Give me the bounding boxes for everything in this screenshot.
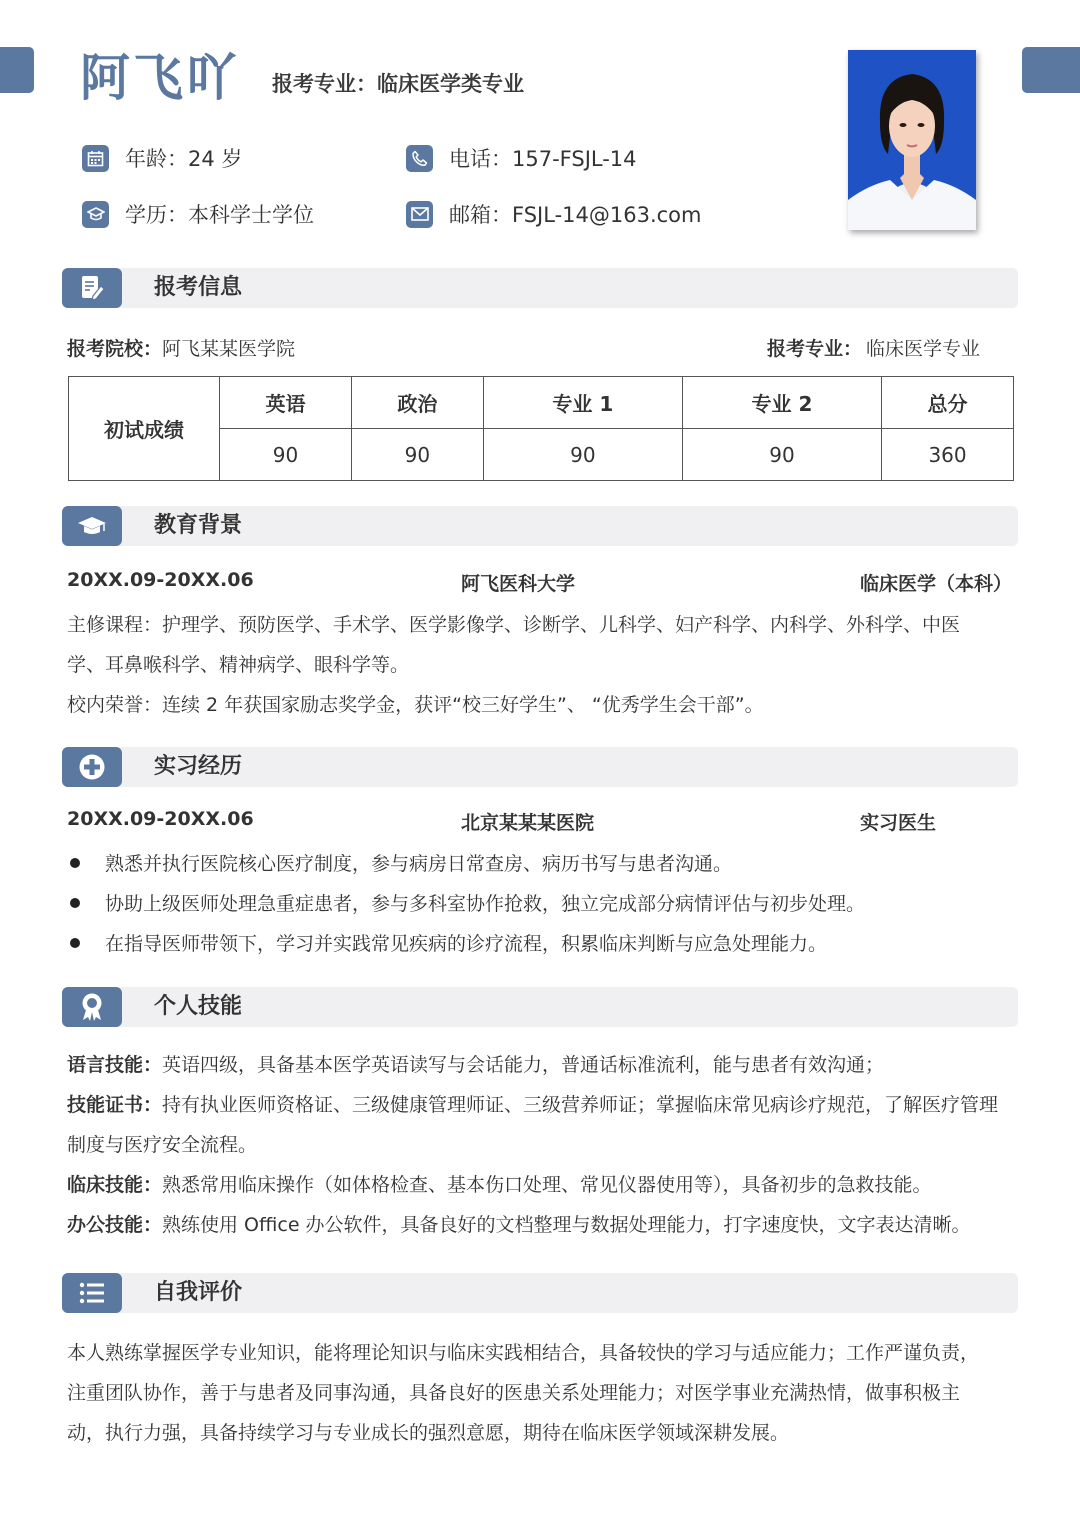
bullet-dot [70,938,80,948]
education-section-title: 教育背景 [154,513,243,538]
score-header-major2: 专业 2 [682,377,881,429]
intern-bullet-2 [67,889,865,916]
award-badge-icon [62,987,122,1027]
intern-bullet-1 [67,849,732,876]
edu-school: 阿飞医科大学 [461,573,576,595]
score-header-politics: 政治 [351,377,483,429]
phone-text: 电话：157-FSJL-14 [449,147,637,171]
intern-role: 实习医生 [860,812,937,834]
age-text: 年龄：24 岁 [125,147,243,171]
email-text: 邮箱：FSJL-14@163.com [449,203,702,227]
skill-clinical-label: 临床技能： [67,1174,163,1196]
edu-courses-line2: 学、耳鼻喉科学、精神病学、眼科学等。 [67,654,410,676]
internship-section-title: 实习经历 [154,754,243,779]
profile-photo [848,50,976,230]
exam-school-value: 阿飞某某医学院 [162,338,296,360]
phone-info [406,143,637,173]
bullet-dot [70,858,80,868]
skill-certificate-text: 持有执业医师资格证、三级健康管理师证、三级营养师证；掌握临床常见病诊疗规范，了解医疗管理 [162,1094,999,1116]
intern-bullet-text-3: 在指导医师带领下，学习并实践常见疾病的诊疗流程，积累临床判断与应急处理能力。 [105,933,828,955]
skill-certificate-cont: 制度与医疗安全流程。 [67,1134,258,1156]
edu-period: 20XX.09-20XX.06 [67,569,254,591]
score-header-total: 总分 [882,377,1014,429]
edu-courses-line1: 主修课程：护理学、预防医学、手术学、医学影像学、诊断学、儿科学、妇产科学、内科学、外科学、中医 [67,614,961,636]
score-value-english: 90 [220,429,352,481]
score-header-major1: 专业 1 [483,377,682,429]
candidate-name: 阿飞吖 [80,49,239,107]
skill-office-text: 熟练使用 Office 办公软件，具备良好的文档整理与数据处理能力，打字速度快，文字表达清晰。 [162,1214,971,1236]
email-info [406,199,701,229]
target-major: 报考专业：临床医学类专业 [272,72,524,96]
score-row-label: 初试成绩 [69,377,220,481]
graduation-cap-icon [82,201,109,228]
medical-cross-icon [62,747,122,787]
score-table [68,376,1014,481]
skill-language [67,1050,884,1077]
intern-hospital: 北京某某某医院 [461,812,595,834]
skill-office [67,1210,971,1237]
education-text: 学历：本科学士学位 [125,203,314,227]
exam-section-title: 报考信息 [154,275,243,300]
self-eval-line3: 动，执行力强，具备持续学习与专业成长的强烈意愿，期待在临床医学领域深耕发展。 [67,1422,790,1444]
envelope-icon [406,201,433,228]
score-value-politics: 90 [351,429,483,481]
skill-language-text: 英语四级，具备基本医学英语读写与会话能力，普通话标准流利，能与患者有效沟通； [162,1054,885,1076]
education-info [82,199,314,229]
age-info [82,143,242,173]
intern-bullet-3 [67,929,827,956]
graduation-cap-icon [62,506,122,546]
intern-bullet-text-2: 协助上级医师处理急重症患者，参与多科室协作抢救，独立完成部分病情评估与初步处理。 [105,893,866,915]
score-value-total: 360 [882,429,1014,481]
skill-clinical [67,1170,932,1197]
skill-certificate [67,1090,998,1117]
right-accent-tab [1022,47,1080,93]
phone-icon [406,145,433,172]
exam-major-label: 报考专业： [767,338,863,360]
edu-honors: 校内荣誉：连续 2 年获国家励志奖学金，获评“校三好学生”、 “优秀学生会干部”。 [67,694,764,716]
calendar-icon [82,145,109,172]
edu-degree: 临床医学（本科） [860,573,1013,595]
intern-period: 20XX.09-20XX.06 [67,808,254,830]
skill-clinical-text: 熟悉常用临床操作（如体格检查、基本伤口处理、常见仪器使用等），具备初步的急救技能。 [162,1174,932,1196]
self-eval-line2: 注重团队协作，善于与患者及同事沟通，具备良好的医患关系处理能力；对医学事业充满热情，做事积极主 [67,1382,961,1404]
edit-document-icon [62,268,122,308]
self-eval-line1: 本人熟练掌握医学专业知识，能将理论知识与临床实践相结合，具备较快的学习与适应能力；工作严谨负责， [67,1342,980,1364]
skill-office-label: 办公技能： [67,1214,163,1236]
exam-major-value: 临床医学专业 [866,338,981,360]
self-eval-section-title: 自我评价 [154,1280,243,1305]
score-header-english: 英语 [220,377,352,429]
exam-major [767,334,980,361]
list-icon [62,1273,122,1313]
left-accent-tab [0,47,34,93]
skill-language-label: 语言技能： [67,1054,163,1076]
score-value-major2: 90 [682,429,881,481]
skills-section-title: 个人技能 [154,994,243,1019]
intern-bullet-text-1: 熟悉并执行医院核心医疗制度，参与病房日常查房、病历书写与患者沟通。 [105,853,733,875]
exam-school [67,334,295,361]
score-value-major1: 90 [483,429,682,481]
skill-certificate-label: 技能证书： [67,1094,163,1116]
exam-school-label: 报考院校： [67,338,163,360]
score-header-row [69,377,1014,429]
bullet-dot [70,898,80,908]
